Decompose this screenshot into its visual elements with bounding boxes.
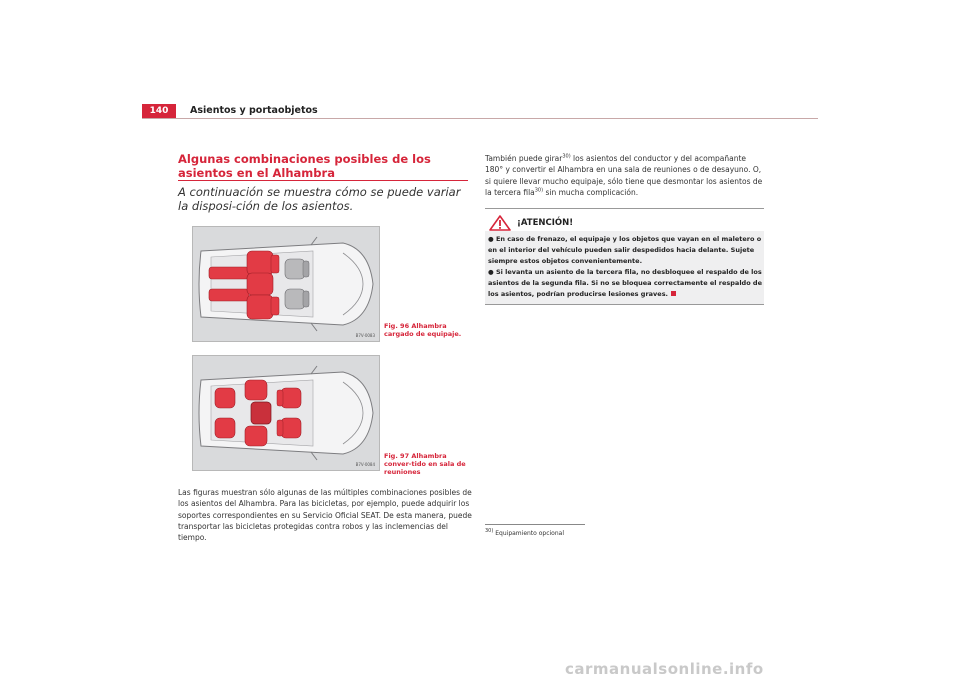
warning-title: ¡ATENCIÓN! [517, 218, 574, 228]
figure-code: B7V-0084 [355, 462, 375, 467]
header-rule [142, 118, 818, 119]
warning-triangle-icon [489, 215, 511, 231]
body-text-part: También puede girar [485, 154, 563, 163]
footnote-text: Equipamiento opcional [495, 530, 565, 537]
car-top-view-illustration [193, 356, 379, 470]
section-intro: A continuación se muestra cómo se puede variar la disposi-ción de los asientos. [178, 185, 461, 213]
page-number: 140 [142, 104, 176, 118]
running-head: Asientos y portaobjetos [190, 105, 318, 116]
title-rule [178, 180, 468, 181]
warning-item: ● En caso de frenazo, el equipaje y los objetos que vayan en el maletero o en el interior del vehículo pueden salir despedidos hacia delante. Sujete siempre estos objetos convenientemente. [488, 235, 762, 265]
body-text-part: los asientos del conductor y del acompañante 180° y convertir el Alhambra en una sala de reuniones o de desayuno. O, si quiere llevar mucho equipaje, sólo tiene que desmontar los asientos de la tercera fila [485, 154, 763, 197]
footnote-ref: 30) [534, 187, 544, 194]
figure-code: B7V-0083 [355, 333, 375, 338]
end-of-section-mark [671, 291, 676, 296]
footnote [485, 530, 564, 538]
car-top-view-illustration [193, 227, 379, 341]
warning-box [485, 208, 764, 305]
warning-header [485, 209, 764, 231]
body-paragraph-right [485, 153, 765, 198]
figure-97-car-meeting-room [192, 355, 380, 471]
warning-item: ● Si levanta un asiento de la tercera fila, no desbloquee el respaldo de los asientos de la segunda fila. Si no se bloquea correctamente el respaldo de los asientos, podrían producirse lesiones graves. [488, 268, 762, 298]
footnote-marker: 30) [485, 528, 494, 534]
body-text-part: sin mucha complicación. [543, 187, 639, 197]
body-paragraph-left: Las figuras muestran sólo algunas de las múltiples combinaciones posibles de los asientos del Alhambra. Para las bicicletas, por ejemplo, puede adquirir los soportes correspondientes en su Servicio Oficial SEAT. De esta manera, puede transportar las bicicletas protegidas contra robos y las inclemencias del tiempo. [178, 488, 472, 543]
warning-item-text: Si levanta un asiento de la tercera fila, no desbloquee el respaldo de los asientos de la segunda fila. Si no se bloquea correctamente el respaldo de los asientos, podrían producirse lesiones graves. [488, 268, 762, 298]
figure-96-caption: Fig. 96 Alhambra cargado de equipaje. [384, 322, 462, 338]
warning-item-text: En caso de frenazo, el equipaje y los objetos que vayan en el maletero o en el interior del vehículo pueden salir despedidos hacia delante. Sujete siempre estos objetos convenientemente. [488, 235, 762, 265]
watermark: carmanualsonline.info [565, 660, 764, 678]
section-title: Algunas combinaciones posibles de los asientos en el Alhambra [178, 152, 431, 180]
footnote-ref: 30) [562, 153, 571, 160]
figure-96-car-luggage [192, 226, 380, 342]
footnote-rule [485, 524, 585, 525]
figure-97-caption: Fig. 97 Alhambra conver-tido en sala de reuniones [384, 452, 466, 476]
